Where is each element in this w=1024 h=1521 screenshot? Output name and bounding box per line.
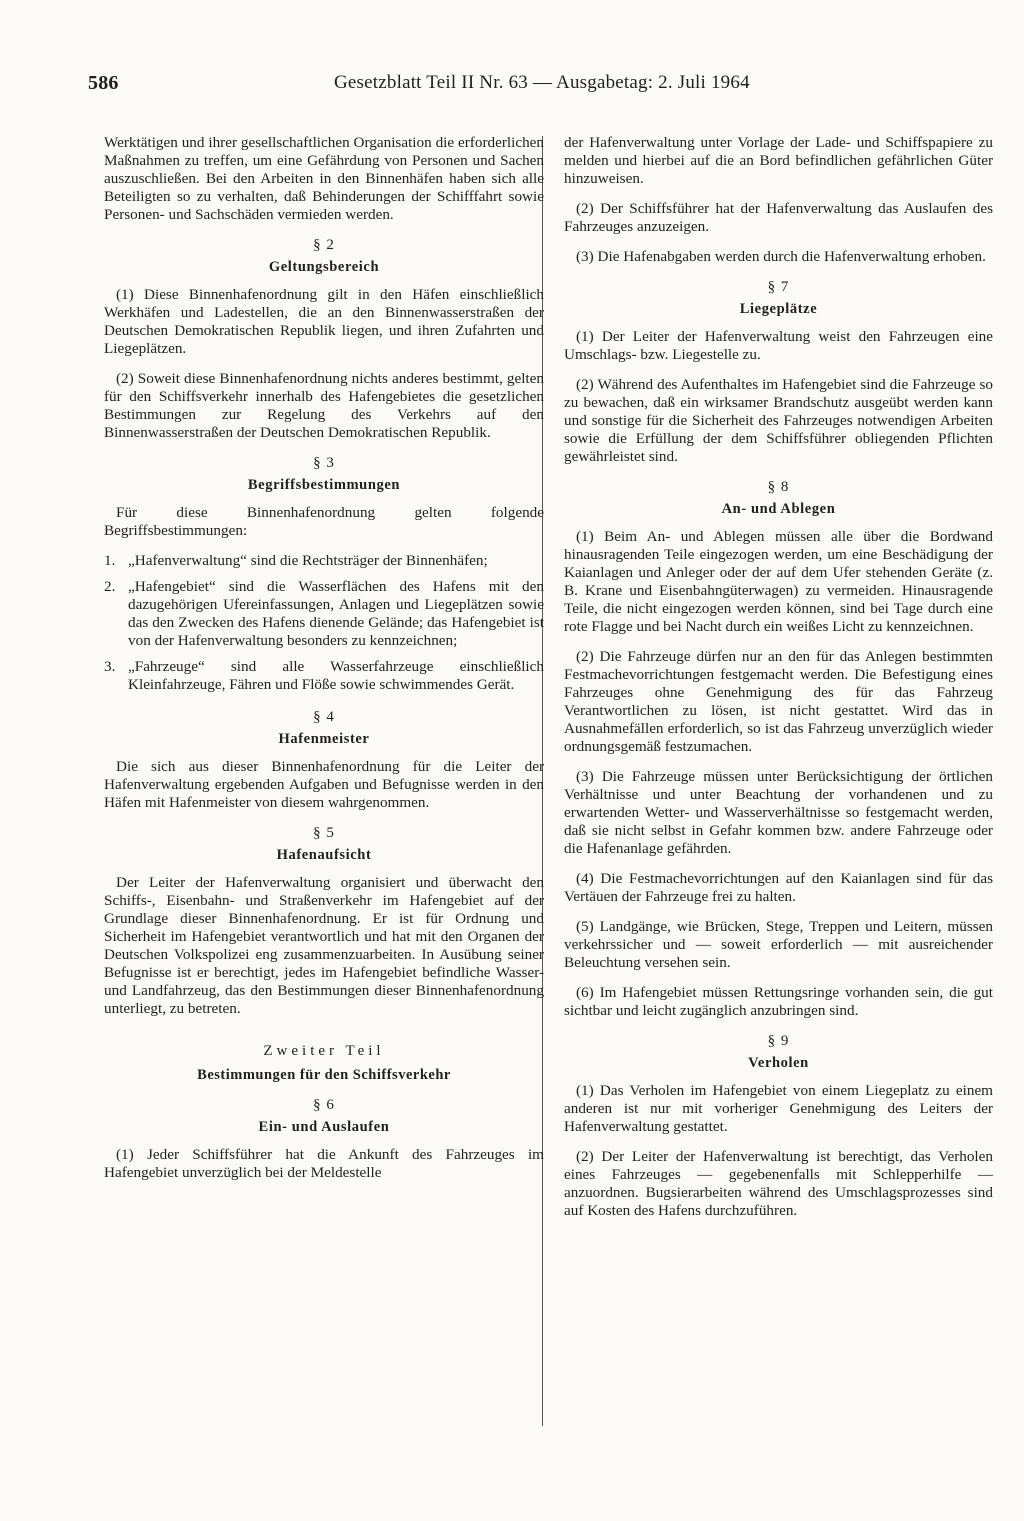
section-heading-2: Geltungsbereich	[268, 259, 380, 275]
section-number-9: § 9	[767, 1033, 790, 1049]
section-number-4: § 4	[313, 709, 335, 725]
list-text: „Hafenverwaltung“ sind die Rechtsträger der Binnenhäfen;	[128, 552, 488, 569]
section-heading-4: Hafenmeister	[278, 731, 370, 747]
list-item	[104, 578, 544, 650]
page-number: 586	[88, 72, 119, 94]
header-title: Gesetzblatt Teil II Nr. 63 — Ausgabetag: 2. Juli 1964	[334, 72, 750, 93]
section-heading-8: An- und Ablegen	[721, 501, 836, 517]
paragraph: (1) Der Leiter der Hafenverwaltung weist den Fahrzeugen eine Umschlags- bzw. Liegestelle zu.	[564, 328, 993, 363]
paragraph: (1) Beim An- und Ablegen müssen alle über die Bordwand hinausragenden Teile eingezogen werden, um eine Beschädigung der Kaianlagen und Anleger oder der auf dem Ufer stehenden Geräte (z. B. Krane und Eisenbahngüterwagen) zu vermeiden. Hinausragende Teile, die nicht eingezogen werden können, sind bei Tage durch eine rote Flagge und bei Nacht durch ein weißes Licht zu kennzeichnen.	[564, 528, 993, 635]
list-number: 1.	[104, 552, 116, 569]
section-heading-7: Liegeplätze	[739, 301, 818, 317]
page-header	[88, 72, 958, 102]
paragraph: (6) Im Hafengebiet müssen Rettungsringe vorhanden sein, die gut sichtbar und leicht zugänglich anzubringen sind.	[564, 984, 993, 1019]
part-heading: Bestimmungen für den Schiffsverkehr	[197, 1067, 451, 1083]
list-item	[104, 658, 544, 694]
paragraph: (1) Jeder Schiffsführer hat die Ankunft des Fahrzeuges im Hafengebiet unverzüglich bei der Meldestelle	[104, 1146, 544, 1181]
section-number-7: § 7	[767, 279, 790, 295]
paragraph: (5) Landgänge, wie Brücken, Stege, Treppen und Leitern, müssen verkehrssicher und — soweit erforderlich — mit ausreichender Beleuchtung versehen sein.	[564, 918, 993, 971]
paragraph-continued: der Hafenverwaltung unter Vorlage der Lade- und Schiffspapiere zu melden und hierbei auf die an Bord befindlichen gefährlichen Güter hinzuweisen.	[564, 134, 993, 187]
section-heading-3: Begriffsbestimmungen	[247, 477, 401, 493]
paragraph: (3) Die Fahrzeuge müssen unter Berücksichtigung der örtlichen Verhältnisse und unter Beachtung der vorhandenen und zu erwartenden Wetter- und Wasserverhältnisse so festgemacht werden, daß sie nicht selbst in Gefahr kommen bzw. andere Fahrzeuge oder die Hafenanlage gefährden.	[564, 768, 993, 857]
section-number-5: § 5	[313, 825, 335, 841]
paragraph: (1) Das Verholen im Hafengebiet von einem Liegeplatz zu einem anderen ist nur mit vorheriger Genehmigung des Leiters der Hafenverwaltung gestattet.	[564, 1082, 993, 1135]
definition-list	[104, 552, 544, 694]
paragraph: (2) Der Leiter der Hafenverwaltung ist berechtigt, das Verholen eines Fahrzeuges — gegebenenfalls mit Schlepperhilfe — anzuordnen. Bugsierarbeiten während des Umschlagsprozesses sind auf Kosten des Hafens durchzuführen.	[564, 1148, 993, 1219]
paragraph: Die sich aus dieser Binnenhafenordnung für die Leiter der Hafenverwaltung ergebenden Aufgaben und Befugnisse werden in den Häfen mit Hafenmeister von diesem wahrgenommen.	[104, 758, 544, 811]
list-text: „Fahrzeuge“ sind alle Wasserfahrzeuge einschließlich Kleinfahrzeuge, Fähren und Flöße sowie schwimmendes Gerät.	[128, 658, 544, 693]
left-column	[104, 134, 544, 1194]
part-title: Zweiter Teil	[263, 1043, 385, 1059]
paragraph: Der Leiter der Hafenverwaltung organisiert und überwacht den Schiffs-, Eisenbahn- und Straßenverkehr im Hafengebiet auf der Grundlage dieser Binnenhafenordnung. Er ist für Ordnung und Sicherheit im Hafengebiet verantwortlich und hat mit den Organen der Deutschen Volkspolizei eng zusammenzuarbeiten. In Ausübung seiner Befugnisse ist er berechtigt, jedes im Hafengebiet befindliche Wasser- und Landfahrzeug, das den Bestimmungen dieser Binnenhafenordnung unterliegt, zu betreten.	[104, 874, 544, 1017]
section-number-3: § 3	[313, 455, 335, 471]
section-heading-6: Ein- und Auslaufen	[258, 1119, 390, 1135]
paragraph-intro: Werktätigen und ihrer gesellschaftlichen Organisation die erforderlichen Maßnahmen zu treffen, um eine Gefährdung von Personen und Sachen auszuschließen. Bei den Arbeiten in den Binnenhäfen haben sich alle Beteiligten so zu verhalten, daß Behinderungen der Schifffahrt sowie Personen- und Sachschäden vermieden werden.	[104, 134, 544, 223]
paragraph: (3) Die Hafenabgaben werden durch die Hafenverwaltung erhoben.	[576, 248, 986, 265]
paragraph: (4) Die Festmachevorrichtungen auf den Kaianlagen sind für das Vertäuen der Fahrzeuge frei zu halten.	[564, 870, 993, 905]
section-number-6: § 6	[313, 1097, 335, 1113]
paragraph: (2) Der Schiffsführer hat der Hafenverwaltung das Auslaufen des Fahrzeuges anzuzeigen.	[564, 200, 993, 235]
paragraph: (2) Während des Aufenthaltes im Hafengebiet sind die Fahrzeuge so zu bewachen, daß ein wirksamer Brandschutz ausgeübt werden kann und sonstige für die Sicherheit des Fahrzeuges notwendigen Arbeiten sowie die Erfüllung der dem Schiffsführer obliegenden Pflichten gewährleistet sind.	[564, 376, 993, 465]
list-item	[104, 552, 544, 570]
list-text: „Hafengebiet“ sind die Wasserflächen des Hafens mit den dazugehörigen Ufereinfassungen, Anlagen und Liegeplätzen sowie das den Zwecken des Hafens dienende Gelände; das Hafengebiet ist von der Hafenverwaltung besonders zu kennzeichnen;	[128, 578, 544, 649]
section-number-8: § 8	[767, 479, 790, 495]
list-number: 3.	[104, 658, 116, 675]
section-heading-9: Verholen	[748, 1055, 809, 1071]
paragraph: Für diese Binnenhafenordnung gelten folgende Begriffsbestimmungen:	[104, 504, 544, 539]
list-number: 2.	[104, 578, 116, 595]
section-number-2: § 2	[313, 237, 335, 253]
paragraph: (2) Soweit diese Binnenhafenordnung nichts anderes bestimmt, gelten für den Schiffsverkehr innerhalb des Hafengebietes die gesetzlichen Bestimmungen zur Regelung des Verkehrs auf den Binnenwasserstraßen der Deutschen Demokratischen Republik.	[104, 370, 544, 441]
paragraph: (2) Die Fahrzeuge dürfen nur an den für das Anlegen bestimmten Festmachevorrichtungen festgemacht werden. Die Befestigung eines Fahrzeuges ohne Genehmigung des für das Fahrzeug Verantwortlichen zu lösen, ist nicht gestattet. Wird das in Ausnahmefällen erforderlich, so ist das Fahrzeug unverzüglich wieder ordnungsgemäß festzumachen.	[564, 648, 993, 755]
section-heading-5: Hafenaufsicht	[276, 847, 372, 863]
right-column	[564, 134, 993, 1232]
paragraph: (1) Diese Binnenhafenordnung gilt in den Häfen einschließlich Werkhäfen und Ladestellen, die an den Binnenwasserstraßen der Deutschen Demokratischen Republik liegen, und ihren Zufahrten und Liegeplätzen.	[104, 286, 544, 357]
